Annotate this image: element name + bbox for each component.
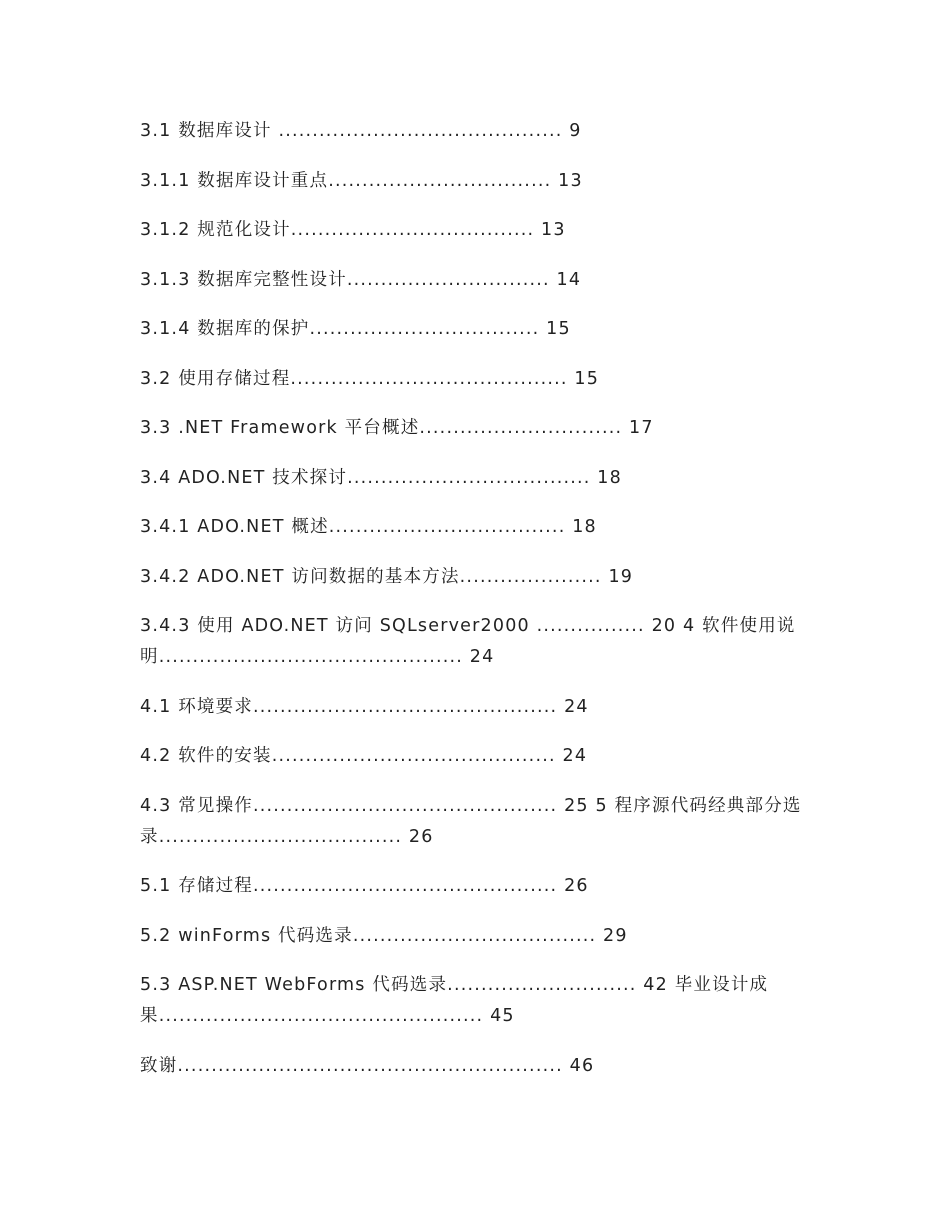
toc-entry-3-1-4: 3.1.4 数据库的保护.................................. 15 <box>140 319 571 339</box>
toc-entry-3-1-2: 3.1.2 规范化设计.................................... 13 <box>140 220 566 240</box>
toc-entry-3-4: 3.4 ADO.NET 技术探讨.................................... 18 <box>140 467 622 488</box>
toc-entry-3-1: 3.1 数据库设计 .......................................... 9 <box>140 121 582 141</box>
toc-entry-4-3: 4.3 常见操作............................................. 25 5 程序源代码经典部分选录.................................... 26 <box>140 795 802 847</box>
toc-entry-3-2: 3.2 使用存储过程......................................... 15 <box>140 368 600 389</box>
toc-entry-5-2: 5.2 winForms 代码选录.................................... 29 <box>140 925 628 946</box>
toc-entry-3-4-2: 3.4.2 ADO.NET 访问数据的基本方法..................... 19 <box>140 566 634 587</box>
toc-entry-acknowledgements: 致谢......................................................... 46 <box>140 1055 595 1076</box>
toc-entry-4-2: 4.2 软件的安装.......................................... 24 <box>140 746 588 766</box>
toc-entry-5-1: 5.1 存储过程............................................. 26 <box>140 876 589 896</box>
toc-entry-3-1-1: 3.1.1 数据库设计重点................................. 13 <box>140 170 583 191</box>
table-of-contents <box>140 116 812 1100</box>
toc-entry-5-3: 5.3 ASP.NET WebForms 代码选录............................ 42 毕业设计成果................................................ 45 <box>140 975 769 1026</box>
toc-entry-4-1: 4.1 环境要求............................................. 24 <box>140 696 589 717</box>
toc-entry-3-3: 3.3 .NET Framework 平台概述.............................. 17 <box>140 418 654 438</box>
toc-entry-3-4-3: 3.4.3 使用 ADO.NET 访问 SQLserver2000 ................ 20 4 软件使用说明............................................. 24 <box>140 616 796 667</box>
toc-entry-3-4-1: 3.4.1 ADO.NET 概述................................... 18 <box>140 517 597 537</box>
toc-entry-3-1-3: 3.1.3 数据库完整性设计.............................. 14 <box>140 269 582 290</box>
